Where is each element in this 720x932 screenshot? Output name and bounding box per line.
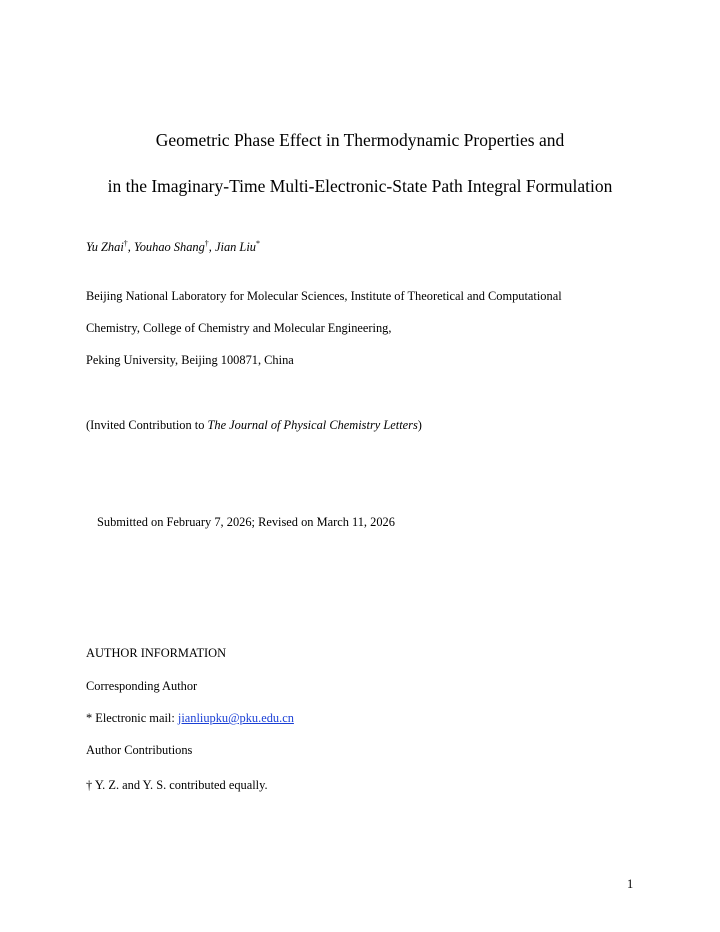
author-mark: † <box>204 238 209 248</box>
author-mark: * <box>255 238 260 248</box>
author-mark: † <box>123 238 128 248</box>
email-link[interactable]: jianliupku@pku.edu.cn <box>177 711 294 725</box>
author-name: Yu Zhai <box>86 240 124 254</box>
page-number: 1 <box>627 877 634 891</box>
author-list: Yu Zhai†, Youhao Shang†, Jian Liu* <box>86 238 260 254</box>
invited-suffix: ) <box>417 418 422 432</box>
author-information-heading: AUTHOR INFORMATION <box>86 646 227 660</box>
submission-dates: Submitted on February 7, 2026; Revised on March 11, 2026 <box>97 515 395 529</box>
journal-name: The Journal of Physical Chemistry Letters <box>207 418 418 432</box>
affiliation-line-3: Peking University, Beijing 100871, China <box>86 353 294 367</box>
affiliation-line-1: Beijing National Laboratory for Molecular Sciences, Institute of Theoretical and Computational <box>86 289 562 303</box>
invited-contribution-note <box>86 418 422 433</box>
paper-title-line-1: Geometric Phase Effect in Thermodynamic Properties and <box>155 130 565 150</box>
affiliation-line-2: Chemistry, College of Chemistry and Molecular Engineering, <box>86 321 392 335</box>
paper-title-line-2: in the Imaginary-Time Multi-Electronic-State Path Integral Formulation <box>107 176 613 196</box>
equal-contribution-note: † Y. Z. and Y. S. contributed equally. <box>86 778 268 792</box>
author-name: Youhao Shang <box>133 240 205 254</box>
email-label: * Electronic mail: <box>86 711 178 725</box>
corresponding-author-label: Corresponding Author <box>86 679 198 693</box>
invited-prefix: (Invited Contribution to <box>86 418 208 432</box>
author-contributions-label: Author Contributions <box>86 743 193 757</box>
email-line <box>86 711 294 726</box>
author-name: Jian Liu <box>215 240 256 254</box>
